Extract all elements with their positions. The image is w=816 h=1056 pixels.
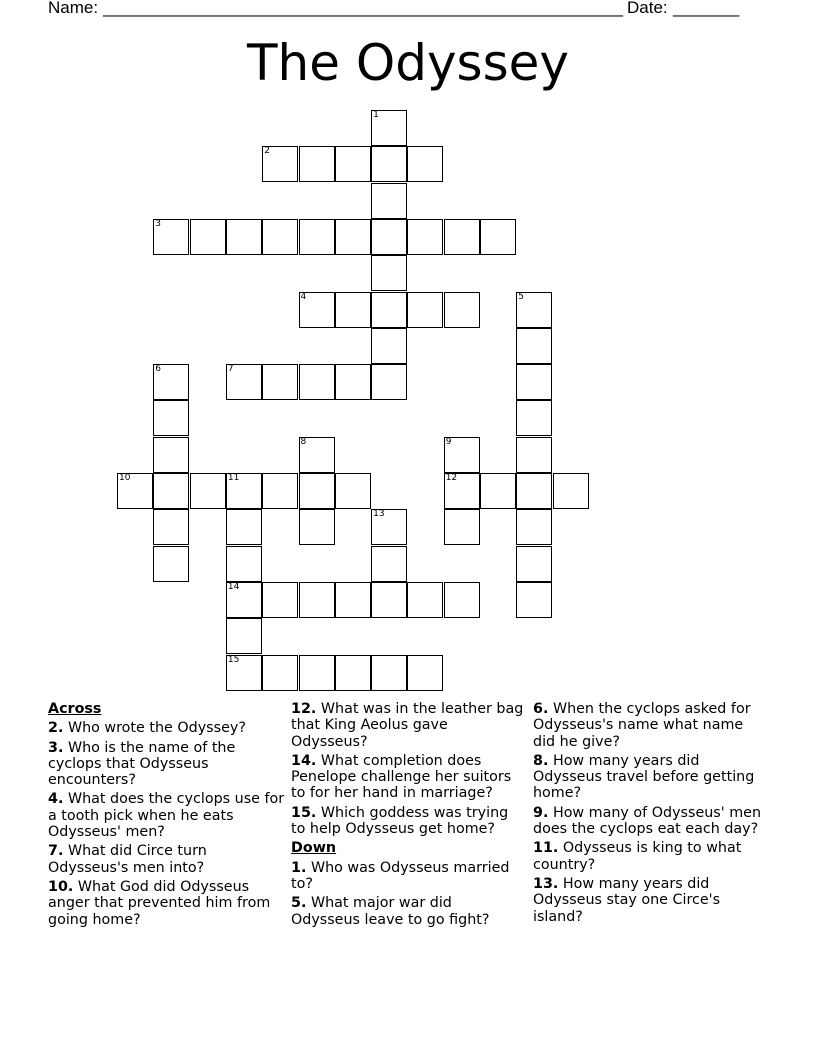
clue-number: 2. — [48, 720, 64, 737]
cell-number: 12 — [445, 473, 458, 483]
grid-cell[interactable] — [371, 364, 407, 400]
clue-text: Who was Odysseus married to? — [291, 859, 510, 892]
grid-cell[interactable] — [371, 183, 407, 219]
clue-across-3 — [48, 740, 286, 789]
grid-cell[interactable] — [299, 364, 335, 400]
grid-cell[interactable] — [153, 364, 189, 400]
clue-number: 13. — [533, 875, 559, 892]
clues-column-3 — [533, 701, 769, 928]
cell-number: 13 — [373, 509, 385, 520]
grid-cell[interactable] — [335, 364, 371, 400]
grid-cell[interactable] — [516, 509, 552, 545]
cell-number: 2 — [264, 146, 270, 157]
clue-across-10 — [48, 879, 286, 928]
grid-cell[interactable] — [190, 219, 226, 255]
clue-down-6 — [533, 701, 769, 750]
clue-across-2 — [48, 720, 286, 736]
clue-down-8 — [533, 753, 769, 802]
grid-cell[interactable] — [262, 582, 298, 618]
clue-across-12 — [291, 701, 525, 750]
grid-cell[interactable] — [444, 473, 480, 509]
date-label: Date: — [627, 0, 668, 17]
grid-cell[interactable] — [262, 473, 298, 509]
grid-cell[interactable] — [444, 582, 480, 618]
grid-cell[interactable] — [335, 292, 371, 328]
grid-cell[interactable] — [299, 509, 335, 545]
grid-cell[interactable] — [516, 437, 552, 473]
grid-cell[interactable] — [371, 655, 407, 691]
clue-text: How many years did Odysseus travel before getting home? — [533, 752, 755, 802]
grid-cell[interactable] — [153, 437, 189, 473]
grid-cell[interactable] — [335, 655, 371, 691]
grid-cell[interactable] — [371, 509, 407, 545]
clue-down-13 — [533, 876, 769, 925]
grid-cell[interactable] — [117, 473, 153, 509]
grid-cell[interactable] — [444, 292, 480, 328]
clue-number: 7. — [48, 843, 64, 860]
clue-text: Who wrote the Odyssey? — [67, 720, 246, 737]
grid-cell[interactable] — [407, 146, 443, 182]
clue-down-1 — [291, 860, 525, 893]
cell-number: 1 — [373, 110, 379, 120]
cell-number: 6 — [155, 364, 162, 375]
grid-cell[interactable] — [262, 364, 298, 400]
grid-cell[interactable] — [516, 364, 552, 400]
page-title: The Odyssey — [246, 34, 570, 92]
clue-text: Which goddess was trying to help Odysseus get home? — [291, 804, 509, 838]
grid-cell[interactable] — [335, 219, 371, 255]
grid-cell[interactable] — [371, 582, 407, 618]
clue-text: Who is the name of the cyclops that Odysseus encounters? — [48, 739, 236, 789]
grid-cell[interactable] — [299, 219, 335, 255]
grid-cell[interactable] — [226, 509, 262, 545]
grid-cell[interactable] — [226, 546, 262, 582]
cell-number: 5 — [518, 291, 525, 302]
cell-number: 9 — [445, 436, 452, 447]
clues-column-1 — [48, 701, 286, 931]
clue-number: 9. — [533, 804, 549, 821]
grid-cell[interactable] — [335, 582, 371, 618]
grid-cell[interactable] — [226, 364, 262, 400]
grid-cell[interactable] — [335, 473, 371, 509]
cell-number: 4 — [300, 291, 307, 302]
cell-number: 11 — [227, 473, 240, 483]
grid-cell[interactable] — [153, 509, 189, 545]
grid-cell[interactable] — [299, 655, 335, 691]
grid-cell[interactable] — [153, 473, 189, 509]
cell-number: 7 — [227, 364, 234, 375]
clue-text: Odysseus is king to what country? — [533, 840, 742, 873]
grid-cell[interactable] — [407, 655, 443, 691]
clue-text: When the cyclops asked for Odysseus's name what name did he give? — [533, 701, 751, 750]
clue-text: What did Circe turn Odysseus's men into? — [48, 843, 207, 876]
grid-cell[interactable] — [480, 219, 516, 255]
clue-across-4 — [48, 791, 286, 840]
clue-number: 12. — [291, 701, 317, 717]
down-heading: Down — [291, 840, 337, 857]
grid-cell[interactable] — [190, 473, 226, 509]
grid-cell[interactable] — [553, 473, 589, 509]
clues-column-2 — [291, 701, 525, 931]
clue-number: 6. — [533, 701, 549, 717]
clue-number: 3. — [48, 739, 64, 756]
grid-cell[interactable] — [516, 328, 552, 364]
grid-cell[interactable] — [516, 582, 552, 618]
grid-cell[interactable] — [262, 146, 298, 182]
clue-text: What was in the leather bag that King Aeolus gave Odysseus? — [291, 701, 524, 750]
clue-down-5 — [291, 895, 525, 928]
date-field[interactable]: _______ — [673, 0, 740, 17]
name-label: Name: — [48, 0, 99, 17]
clue-text: What major war did Odysseus leave to go fight? — [291, 895, 490, 928]
clue-number: 4. — [48, 791, 64, 808]
grid-cell[interactable] — [262, 655, 298, 691]
clue-across-7 — [48, 843, 286, 876]
cell-number: 15 — [227, 654, 240, 665]
clue-text: What God did Odysseus anger that prevented him from going home? — [48, 878, 271, 928]
clue-down-9 — [533, 805, 769, 838]
clue-number: 8. — [533, 752, 549, 769]
grid-cell[interactable] — [299, 437, 335, 473]
clue-number: 10. — [48, 878, 74, 895]
grid-cell[interactable] — [226, 582, 262, 618]
grid-cell[interactable] — [371, 546, 407, 582]
name-field[interactable]: _______________________________________________________ — [103, 0, 624, 17]
grid-cell[interactable] — [516, 292, 552, 328]
grid-cell[interactable] — [226, 655, 262, 691]
clue-number: 5. — [291, 895, 307, 912]
clue-text: What completion does Penelope challenge her suitors to for her hand in marriage? — [291, 752, 512, 802]
grid-cell[interactable] — [153, 219, 189, 255]
grid-cell[interactable] — [444, 509, 480, 545]
cell-number: 10 — [119, 473, 131, 483]
clue-number: 15. — [291, 804, 317, 821]
clue-number: 11. — [533, 840, 559, 857]
clue-text: How many of Odysseus' men does the cyclops eat each day? — [533, 804, 762, 838]
grid-cell[interactable] — [371, 328, 407, 364]
grid-cell[interactable] — [480, 473, 516, 509]
grid-cell[interactable] — [299, 582, 335, 618]
grid-cell[interactable] — [153, 400, 189, 436]
clue-text: How many years did Odysseus stay one Circe's island? — [533, 875, 721, 925]
grid-cell[interactable] — [516, 400, 552, 436]
grid-cell[interactable] — [262, 219, 298, 255]
clue-down-11 — [533, 840, 769, 873]
grid-cell[interactable] — [407, 582, 443, 618]
cell-number: 8 — [300, 436, 307, 447]
grid-cell[interactable] — [299, 292, 335, 328]
grid-cell[interactable] — [371, 292, 407, 328]
clue-number: 1. — [291, 859, 307, 876]
grid-cell[interactable] — [335, 146, 371, 182]
grid-cell[interactable] — [153, 546, 189, 582]
grid-cell[interactable] — [226, 219, 262, 255]
grid-cell[interactable] — [516, 473, 552, 509]
grid-cell[interactable] — [407, 219, 443, 255]
across-heading: Across — [48, 701, 102, 717]
clue-across-15 — [291, 805, 525, 838]
grid-cell[interactable] — [444, 219, 480, 255]
clue-text: What does the cyclops use for a tooth pick when he eats Odysseus' men? — [48, 791, 285, 841]
cell-number: 14 — [227, 581, 240, 592]
grid-cell[interactable] — [371, 146, 407, 182]
grid-cell[interactable] — [371, 219, 407, 255]
clue-across-14 — [291, 753, 525, 802]
grid-cell[interactable] — [371, 255, 407, 291]
grid-cell[interactable] — [371, 110, 407, 146]
clue-number: 14. — [291, 752, 317, 769]
grid-cell[interactable] — [226, 618, 262, 654]
grid-cell[interactable] — [299, 473, 335, 509]
grid-cell[interactable] — [516, 546, 552, 582]
cell-number: 3 — [155, 218, 162, 229]
grid-cell[interactable] — [226, 473, 262, 509]
grid-cell[interactable] — [299, 146, 335, 182]
grid-cell[interactable] — [444, 437, 480, 473]
grid-cell[interactable] — [407, 292, 443, 328]
